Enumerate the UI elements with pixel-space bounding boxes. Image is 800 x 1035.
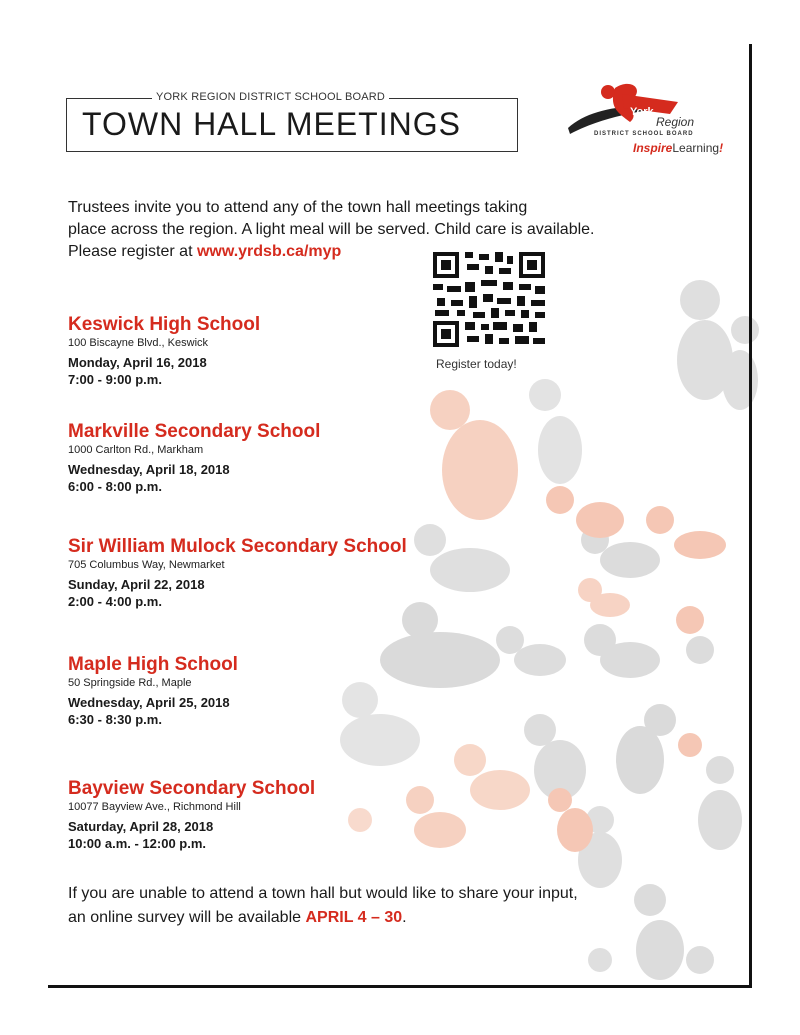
register-link[interactable]: www.yrdsb.ca/myp <box>196 243 342 260</box>
meeting-time: 2:00 - 4:00 p.m. <box>68 594 162 609</box>
meeting-date: Wednesday, April 25, 2018 <box>68 695 230 710</box>
meeting-datetime <box>68 576 407 610</box>
page-bottom-rule <box>48 985 752 988</box>
school-name: Bayview Secondary School <box>68 778 316 799</box>
logo-york-text: York <box>630 106 654 118</box>
logo-tagline <box>633 141 723 155</box>
meeting-date: Monday, April 16, 2018 <box>68 355 207 370</box>
intro-register-prefix: Please register at <box>68 243 197 260</box>
school-address: 100 Biscayne Blvd., Keswick <box>68 337 209 349</box>
tagline-mark: ! <box>719 141 724 155</box>
page-title: TOWN HALL MEETINGS <box>82 106 461 142</box>
qr-caption: Register today! <box>436 357 517 371</box>
intro-line-2: place across the region. A light meal will be served. Child care is available. <box>68 221 595 238</box>
closing-line-1: If you are unable to attend a town hall but would like to share your input, <box>68 885 578 902</box>
closing-paragraph <box>68 882 748 930</box>
school-name: Maple High School <box>68 654 238 675</box>
school-address: 705 Columbus Way, Newmarket <box>68 559 225 571</box>
closing-period: . <box>402 909 407 926</box>
header-subtitle: YORK REGION DISTRICT SCHOOL BOARD <box>152 91 389 103</box>
meeting-sir-william-mulock <box>68 536 407 610</box>
meeting-date: Sunday, April 22, 2018 <box>68 577 205 592</box>
meeting-time: 7:00 - 9:00 p.m. <box>68 372 162 387</box>
school-name: Markville Secondary School <box>68 421 321 442</box>
meeting-date: Saturday, April 28, 2018 <box>68 819 214 834</box>
school-address: 50 Springside Rd., Maple <box>68 677 192 689</box>
meeting-bayview <box>68 778 315 852</box>
intro-line-3 <box>68 241 758 263</box>
intro-line-1: Trustees invite you to attend any of the town hall meetings taking <box>68 199 528 216</box>
logo-region-text: Region <box>656 115 695 129</box>
meeting-datetime <box>68 461 320 495</box>
meeting-maple <box>68 654 238 728</box>
closing-line-2 <box>68 906 748 930</box>
meeting-datetime <box>68 354 260 388</box>
meeting-time: 6:00 - 8:00 p.m. <box>68 479 162 494</box>
closing-survey-prefix: an online survey will be available <box>68 909 306 926</box>
meeting-datetime <box>68 818 315 852</box>
logo-board-text: DISTRICT SCHOOL BOARD <box>594 131 694 137</box>
page-right-rule <box>749 44 752 988</box>
qr-code-icon[interactable] <box>433 252 545 347</box>
meeting-markville <box>68 421 320 495</box>
school-name: Keswick High School <box>68 314 261 335</box>
tagline-learning: Learning <box>672 141 720 155</box>
school-address: 1000 Carlton Rd., Markham <box>68 444 204 456</box>
meeting-time: 10:00 a.m. - 12:00 p.m. <box>68 836 207 851</box>
survey-dates: APRIL 4 – 30 <box>305 909 403 926</box>
meeting-date: Wednesday, April 18, 2018 <box>68 462 230 477</box>
tagline-inspire: Inspire <box>633 141 673 155</box>
intro-paragraph <box>68 197 758 263</box>
school-name: Sir William Mulock Secondary School <box>68 536 407 557</box>
meeting-time: 6:30 - 8:30 p.m. <box>68 712 162 727</box>
meeting-datetime <box>68 694 238 728</box>
school-address: 10077 Bayview Ave., Richmond Hill <box>68 801 241 813</box>
meeting-keswick <box>68 314 260 388</box>
